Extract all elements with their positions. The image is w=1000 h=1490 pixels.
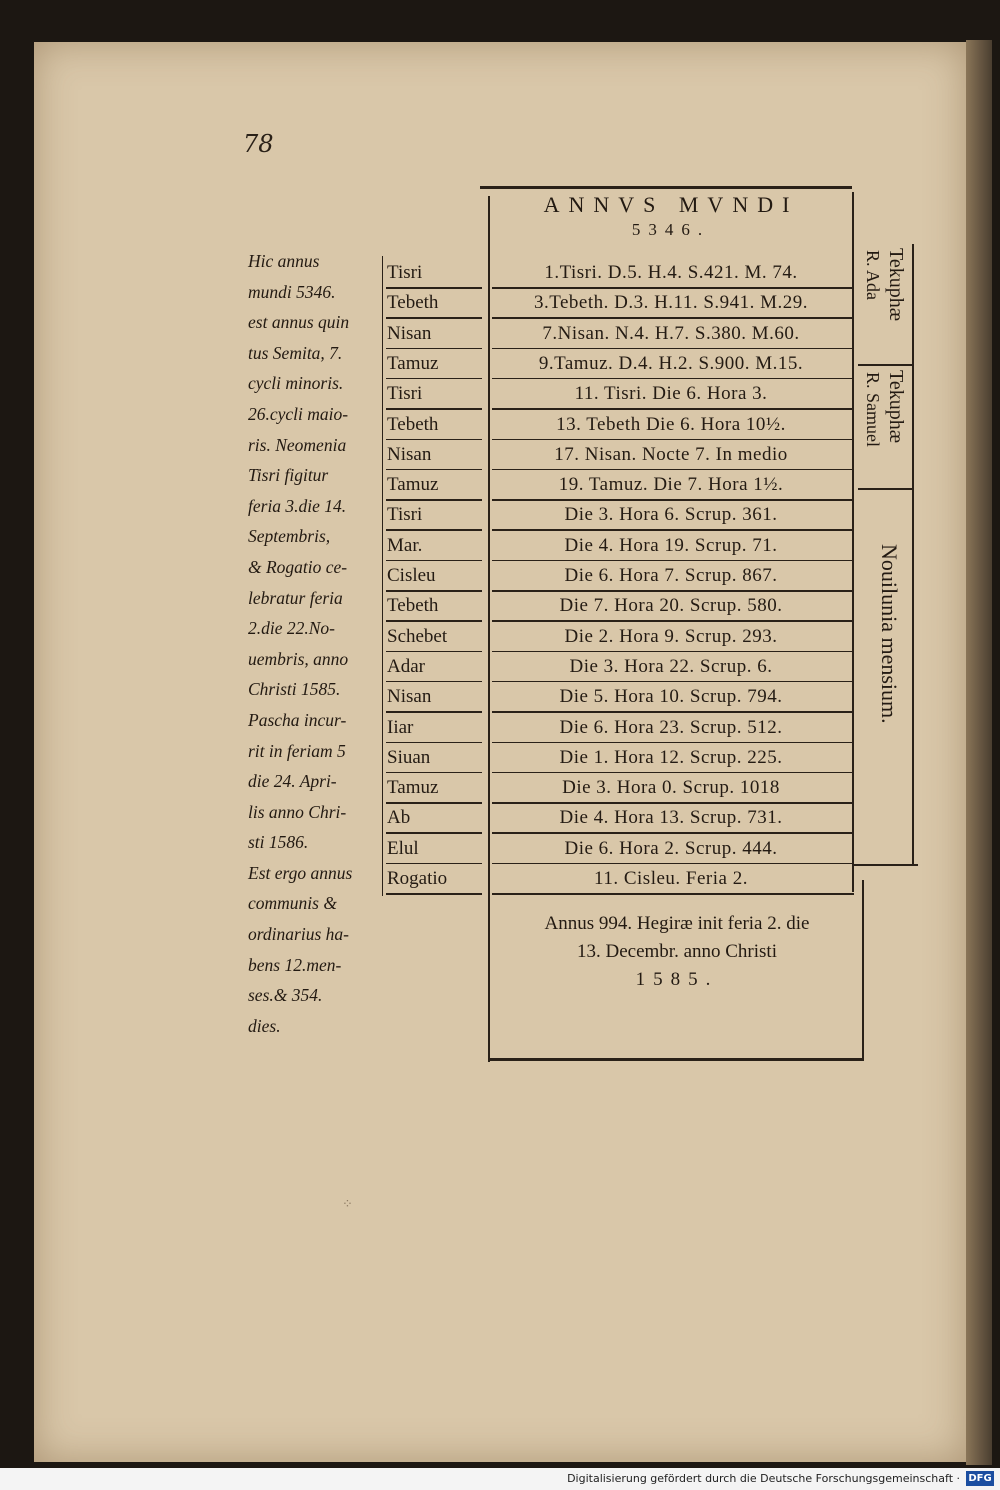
side-note-line: Tisri figitur (248, 465, 329, 486)
month-cell: Tisri (387, 383, 423, 405)
month-row-rule (386, 863, 482, 865)
entry-cell: Die 4. Hora 19. Scrup. 71. (564, 534, 778, 556)
entry-row-rule (492, 681, 854, 683)
month-row-rule (386, 408, 482, 410)
entry-cell: 11. Cisleu. Feria 2. (594, 868, 748, 889)
table-left-rule (488, 196, 490, 1062)
side-label-r-ada: R. Ada (863, 250, 883, 301)
entry-row-rule (492, 620, 854, 622)
month-cell: Cisleu (387, 565, 436, 586)
month-cell: Tebeth (387, 595, 439, 617)
month-row-rule (386, 620, 482, 622)
entry-row-rule (492, 378, 854, 380)
month-cell: Tamuz (387, 352, 439, 374)
side-note-line: lebratur feria (248, 587, 343, 608)
month-row-rule (386, 529, 482, 531)
side-note-line: Septembris, (248, 526, 331, 547)
month-row-rule (386, 560, 482, 562)
side-note-line: communis & (248, 893, 337, 914)
table-year: 5346. (631, 220, 711, 239)
entry-cell: Die 3. Hora 22. Scrup. 6. (569, 655, 773, 677)
side-label-bottom-rule (852, 864, 918, 866)
month-cell: Tebeth (387, 292, 439, 314)
entry-row-rule (492, 651, 854, 653)
entry-row-rule (492, 469, 854, 471)
entry-cell: Die 3. Hora 0. Scrup. 1018 (562, 777, 780, 799)
table-title: ANNVS MVNDI (543, 192, 799, 217)
side-label-divider (858, 488, 913, 490)
entry-row-rule (492, 863, 854, 865)
entry-row-rule (492, 317, 854, 319)
side-note-line: 2.die 22.No- (248, 618, 336, 639)
month-row-rule (386, 681, 482, 683)
entry-cell: 11. Tisri. Die 6. Hora 3. (574, 383, 768, 405)
month-cell: Nisan (387, 686, 432, 708)
month-cell: Adar (387, 655, 425, 677)
side-note-line: rit in feriam 5 (248, 740, 346, 761)
month-row-rule (386, 802, 482, 804)
entry-cell: 17. Nisan. Nocte 7. In medio (554, 443, 788, 465)
side-note-line: die 24. Apri- (248, 771, 337, 792)
entry-cell: Die 2. Hora 9. Scrup. 293. (564, 625, 778, 647)
month-row-rule (386, 348, 482, 350)
entry-cell: Die 6. Hora 7. Scrup. 867. (564, 565, 778, 586)
month-cell: Nisan (387, 322, 432, 344)
bottom-note (492, 910, 862, 994)
entry-cell: Die 7. Hora 20. Scrup. 580. (559, 595, 783, 617)
dfg-logo: DFG (966, 1471, 994, 1486)
month-row-rule (386, 287, 482, 289)
entry-row-rule (492, 408, 854, 410)
month-cell: Tamuz (387, 474, 439, 496)
side-note-line: Christi 1585. (248, 679, 341, 700)
footer-bar (0, 1468, 1000, 1490)
month-cell: Nisan (387, 443, 432, 465)
entry-cell: 1.Tisri. D.5. H.4. S.421. M. 74. (544, 262, 798, 283)
outer-right-rule (912, 244, 914, 864)
side-note-line: Pascha incur- (248, 709, 347, 730)
bottom-box-right-rule (862, 880, 864, 1060)
month-cell: Schebet (387, 625, 448, 647)
entry-row-rule (492, 893, 854, 895)
bottom-note-line: Annus 994. Hegiræ init feria 2. die (544, 913, 810, 934)
month-row-rule (386, 378, 482, 380)
table-bottom-rule (490, 1058, 864, 1061)
side-note-line: 26.cycli maio- (248, 403, 349, 424)
entry-row-rule (492, 348, 854, 350)
side-label-divider (858, 364, 913, 366)
side-note-line: lis anno Chri- (248, 801, 347, 822)
entry-row-rule (492, 529, 854, 531)
side-note-line: bens 12.men- (248, 954, 342, 975)
entry-cell: 19. Tamuz. Die 7. Hora 1½. (558, 474, 784, 496)
side-label-tekuphae-ada: Tekuphæ (885, 248, 907, 322)
side-note-line: ris. Neomenia (248, 434, 347, 455)
bottom-note-year: 1585. (635, 969, 719, 990)
table-top-rule (480, 186, 852, 189)
side-note-line: est annus quin (248, 312, 350, 333)
side-note-line: mundi 5346. (248, 281, 336, 302)
ink-stain: ⁘ (342, 1196, 353, 1211)
month-row-rule (386, 439, 482, 441)
entry-cell: Die 3. Hora 6. Scrup. 361. (564, 504, 778, 526)
month-row-rule (386, 772, 482, 774)
side-note-line: Hic annus (248, 251, 320, 271)
month-row-rule (386, 590, 482, 592)
side-note-line: Est ergo annus (248, 862, 353, 883)
bottom-note-line: 13. Decembr. anno Christi (577, 941, 777, 962)
side-note-line: feria 3.die 14. (248, 495, 347, 516)
month-cell: Iiar (387, 716, 414, 738)
entry-row-rule (492, 742, 854, 744)
side-note-line: ordinarius ha- (248, 924, 349, 945)
table-right-rule (852, 192, 854, 892)
entry-row-rule (492, 772, 854, 774)
side-note-line: uembris, anno (248, 648, 349, 669)
month-cell: Mar. (387, 534, 423, 556)
month-row-rule (386, 742, 482, 744)
entry-row-rule (492, 590, 854, 592)
entry-row-rule (492, 439, 854, 441)
side-label-nouilunia: Nouilunia mensium. (877, 544, 902, 724)
side-note-line: sti 1586. (248, 832, 309, 853)
entry-row-rule (492, 832, 854, 834)
entry-cell: Die 4. Hora 13. Scrup. 731. (559, 807, 783, 829)
month-cell: Tebeth (387, 413, 439, 435)
month-cell: Ab (387, 807, 411, 829)
month-row-rule (386, 499, 482, 501)
page-edge (966, 40, 992, 1465)
month-column-rule (382, 256, 383, 896)
month-cell: Tisri (387, 262, 423, 283)
entry-cell: 3.Tebeth. D.3. H.11. S.941. M.29. (533, 292, 809, 314)
entry-cell: Die 1. Hora 12. Scrup. 225. (559, 746, 783, 768)
entry-cell: Die 5. Hora 10. Scrup. 794. (559, 686, 783, 708)
month-cell: Elul (387, 837, 419, 859)
side-label-tekuphae-samuel: Tekuphæ (885, 370, 907, 444)
month-row-rule (386, 893, 482, 895)
entry-cell: Die 6. Hora 23. Scrup. 512. (559, 716, 783, 738)
month-row-rule (386, 711, 482, 713)
side-label-r-samuel: R. Samuel (863, 372, 883, 447)
side-note-line: tus Semita, 7. (248, 342, 343, 363)
side-note (248, 246, 384, 1041)
side-note-line: dies. (248, 1015, 281, 1036)
side-note-line: cycli minoris. (248, 373, 344, 394)
entry-row-rule (492, 560, 854, 562)
entry-cell: Die 6. Hora 2. Scrup. 444. (564, 837, 778, 859)
month-row-rule (386, 469, 482, 471)
month-cell: Rogatio (387, 868, 448, 889)
footer-credit: Digitalisierung gefördert durch die Deutsche Forschungsgemeinschaft · (567, 1472, 960, 1485)
month-row-rule (386, 832, 482, 834)
entry-row-rule (492, 499, 854, 501)
side-note-line: & Rogatio ce- (248, 556, 348, 577)
month-row-rule (386, 651, 482, 653)
side-note-line: ses.& 354. (248, 985, 323, 1006)
month-cell: Tamuz (387, 777, 439, 799)
month-cell: Siuan (387, 746, 431, 768)
month-cell: Tisri (387, 504, 423, 526)
month-row-rule (386, 317, 482, 319)
entry-row-rule (492, 802, 854, 804)
page-number: 78 (243, 130, 274, 158)
entry-cell: 13. Tebeth Die 6. Hora 10½. (556, 413, 786, 435)
entry-row-rule (492, 287, 854, 289)
entry-row-rule (492, 711, 854, 713)
entry-cell: 7.Nisan. N.4. H.7. S.380. M.60. (542, 322, 800, 344)
entry-cell: 9.Tamuz. D.4. H.2. S.900. M.15. (538, 352, 804, 374)
